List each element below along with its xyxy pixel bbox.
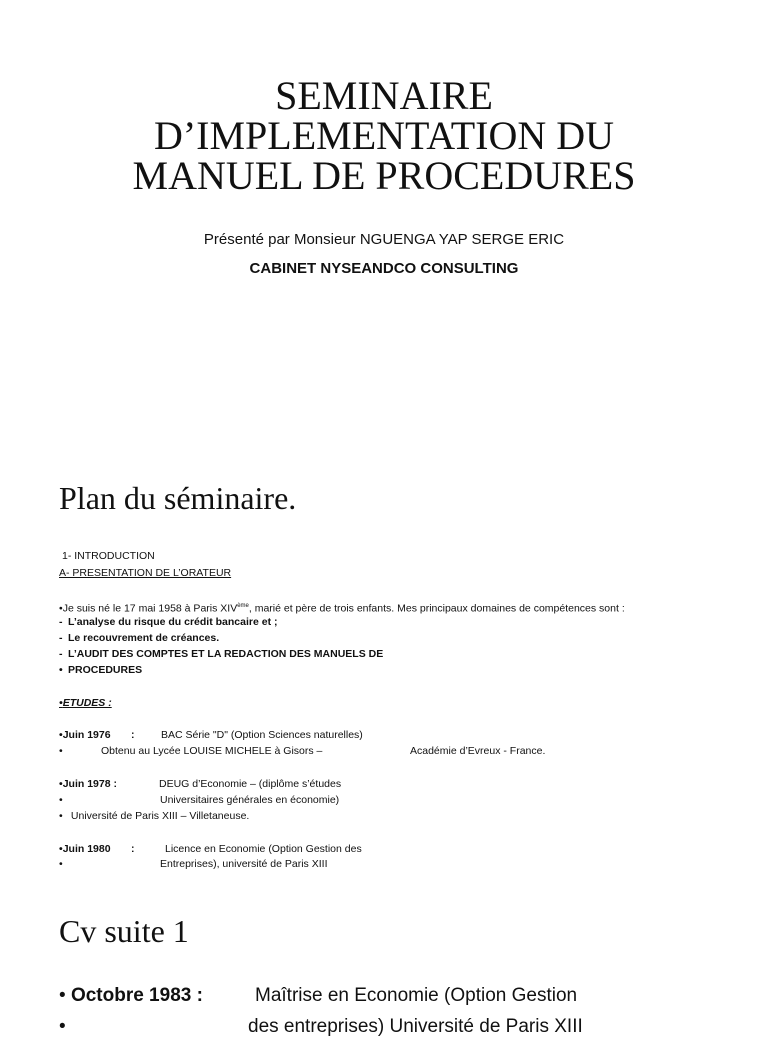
skill-label: PROCEDURES: [68, 664, 143, 676]
education-separator: :: [131, 729, 135, 741]
bullet: •: [59, 1016, 66, 1037]
bullet: •: [59, 664, 63, 676]
education-degree: DEUG d’Economie – (diplôme s’études: [159, 778, 342, 790]
education-degree: Licence en Economie (Option Gestion des: [165, 843, 362, 855]
bio-text-end: , marié et père de trois enfants. Mes principaux domaines de compétences sont :: [248, 602, 625, 615]
etudes-heading: [59, 697, 112, 710]
seminar-title-line-2: D’IMPLEMENTATION DU: [153, 113, 615, 158]
bio-paragraph: [59, 600, 625, 616]
skill-label: L’AUDIT DES COMPTES ET LA REDACTION DES MANUELS DE: [68, 648, 384, 660]
education-entry: [59, 729, 759, 742]
bio-text-start: Je suis né le 17 mai 1958 à Paris XIV: [62, 602, 238, 615]
seminar-title-line-1: SEMINAIRE: [275, 73, 493, 118]
education-date: Juin 1976: [62, 729, 111, 741]
bullet: •: [59, 602, 63, 615]
cv-slide: [0, 880, 768, 1037]
education-date: Juin 1980: [62, 843, 111, 855]
cv-entry-degree: Maîtrise en Economie (Option Gestion: [255, 985, 578, 1006]
education-school: Obtenu au Lycée LOUISE MICHELE à Gisors –: [101, 745, 323, 757]
skill-item: [59, 616, 277, 629]
cv-entry: [59, 984, 759, 1008]
bio-superscript: ème: [237, 603, 249, 609]
plan-slide: [0, 455, 768, 870]
title-slide: [0, 0, 768, 440]
bullet: •: [59, 794, 63, 806]
education-degree: BAC Série "D" (Option Sciences naturelles): [161, 729, 363, 741]
etudes-label: ETUDES :: [62, 697, 112, 709]
seminar-title-line-3: MANUEL DE PROCEDURES: [132, 153, 636, 198]
education-entry: [59, 778, 759, 791]
skill-item: [59, 632, 219, 645]
education-date: Juin 1978 :: [62, 778, 117, 790]
cv-entry-detail: [59, 1015, 759, 1039]
education-entry: [59, 843, 759, 856]
bullet: •: [59, 729, 63, 741]
bullet: •: [59, 843, 63, 855]
intro-heading: 1- INTRODUCTION: [62, 550, 155, 562]
education-separator: :: [131, 843, 135, 855]
cv-entry-date: Octobre 1983 :: [70, 985, 203, 1006]
education-school: Entreprises), université de Paris XIII: [160, 858, 328, 870]
bullet: •: [59, 858, 63, 870]
cv-entry-school: des entreprises) Université de Paris XIII: [248, 1016, 583, 1037]
skill-label: L’analyse du risque du crédit bancaire et ;: [68, 616, 278, 628]
education-detail: [59, 858, 759, 871]
dash-bullet: -: [59, 632, 63, 644]
cv-title: Cv suite 1: [59, 913, 189, 949]
seminar-title: [0, 73, 768, 198]
education-detail: [59, 794, 759, 807]
bullet: •: [59, 697, 63, 709]
section-heading: A- PRESENTATION DE L’ORATEUR: [59, 567, 232, 579]
education-degree-cont: Universitaires générales en économie): [160, 794, 340, 806]
education-detail: [59, 745, 759, 758]
plan-title: Plan du séminaire.: [59, 480, 297, 516]
education-academy: Académie d’Evreux - France.: [410, 745, 546, 757]
presenter-line: Présenté par Monsieur NGUENGA YAP SERGE ERIC: [203, 231, 565, 248]
firm-line: CABINET NYSEANDCO CONSULTING: [249, 260, 519, 277]
dash-bullet: -: [59, 648, 63, 660]
bullet: •: [59, 778, 63, 790]
education-school: Université de Paris XIII – Villetaneuse.: [70, 810, 250, 822]
skill-item: [59, 664, 142, 677]
education-detail: [59, 810, 759, 823]
skill-item: [59, 648, 383, 661]
bullet: •: [59, 810, 63, 822]
skill-label: Le recouvrement de créances.: [68, 632, 220, 644]
dash-bullet: -: [59, 616, 63, 628]
bullet: •: [59, 745, 63, 757]
bullet: •: [59, 985, 66, 1006]
